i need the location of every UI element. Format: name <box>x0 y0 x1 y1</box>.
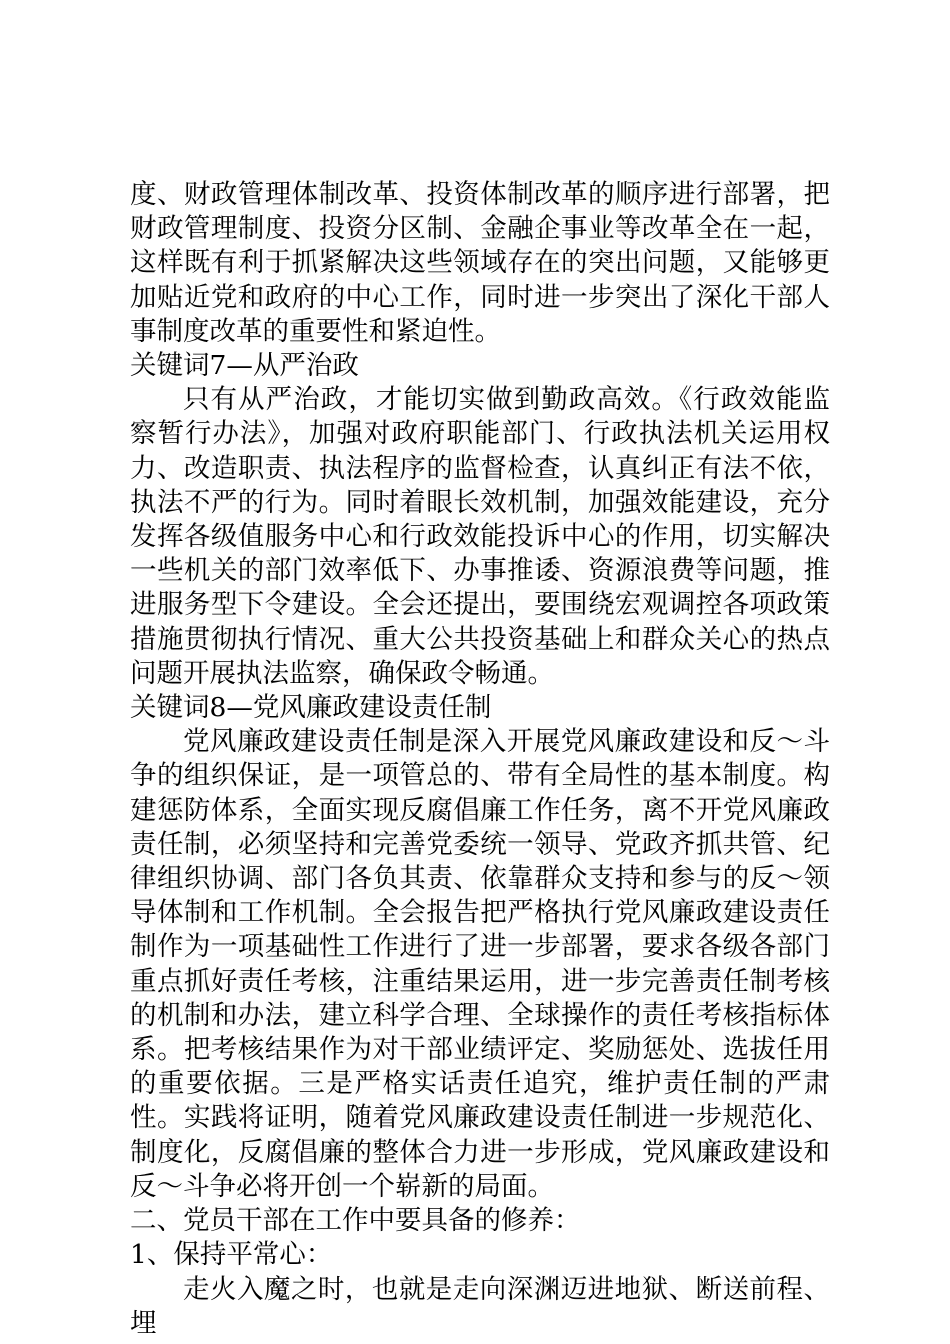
paragraph-continued: 度、财政管理体制改革、投资体制改革的顺序进行部署，把财政管理制度、投资分区制、金融企事业等改革全在一起，这样既有利于抓紧解决这些领域存在的突出问题，又能够更加贴近党和政府的中心工作，同时进一步突出了深化干部人事制度改革的重要性和紧迫性。 <box>130 179 830 347</box>
paragraph-responsibility-system: 党风廉政建设责任制是深入开展党风廉政建设和反～斗争的组织保证，是一项管总的、带有全局性的基本制度。构建惩防体系，全面实现反腐倡廉工作任务，离不开党风廉政责任制，必须坚持和完善党委统一领导、党政齐抓共管、纪律组织协调、部门各负其责、依靠群众支持和参与的反～领导体制和工作机制。全会报告把严格执行党风廉政建设责任制作为一项基础性工作进行了进一步部署，要求各级各部门重点抓好责任考核，注重结果运用，进一步完善责任制考核的机制和办法，建立科学合理、全球操作的责任考核指标体系。把考核结果作为对干部业绩评定、奖励惩处、选拔任用的重要依据。三是严格实话责任追究，维护责任制的严肃性。实践将证明，随着党风廉政建设责任制进一步规范化、制度化，反腐倡廉的整体合力进一步形成，党风廉政建设和反～斗争必将开创一个崭新的局面。 <box>130 726 830 1202</box>
subsection-heading-calm-mind: 1、保持平常心： <box>130 1239 333 1271</box>
section-heading-keyword-7: 关键词7—从严治政 <box>130 350 359 382</box>
section-heading-cultivation: 二、党员干部在工作中要具备的修养： <box>130 1205 581 1237</box>
paragraph-calm-mind: 走火入魔之时，也就是走向深渊迈进地狱、断送前程、埋 <box>130 1273 830 1339</box>
section-heading-keyword-8: 关键词8—党风廉政建设责任制 <box>130 692 492 724</box>
document-body <box>130 178 830 1341</box>
paragraph-strict-governance: 只有从严治政，才能切实做到勤政高效。《行政效能监察暂行办法》，加强对政府职能部门、行政执法机关运用权力、改造职责、执法程序的监督检查，认真纠正有法不依，执法不严的行为。同时着眼长效机制，加强效能建设，充分发挥各级值服务中心和行政效能投诉中心的作用，切实解决一些机关的部门效率低下、办事推诿、资源浪费等问题，推进服务型下令建设。全会还提出，要围绕宏观调控各项政策措施贯彻执行情况、重大公共投资基础上和群众关心的热点问题开展执法监察，确保政令畅通。 <box>130 384 830 689</box>
